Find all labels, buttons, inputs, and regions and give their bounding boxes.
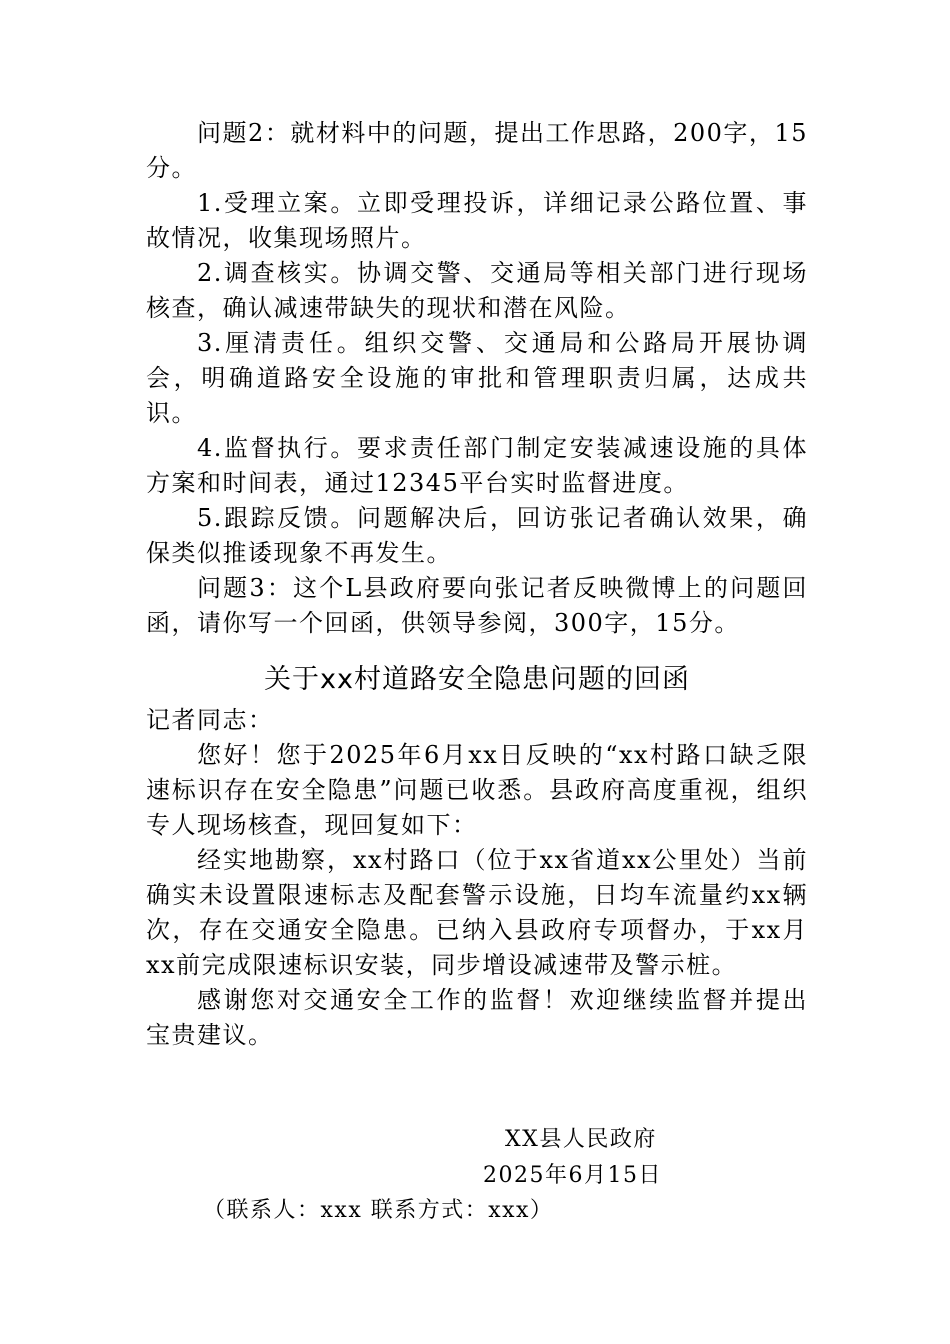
question-2: 问题2：就材料中的问题，提出工作思路，200字，15分。 [146, 119, 808, 182]
letter-paragraph-2: 经实地勘察，xx村路口（位于xx省道xx公里处）当前确实未设置限速标志及配套警示设施，日均车流量约xx辆次，存在交通安全隐患。已纳入县政府专项督办，于xx月xx前完成限速标识安装，同步增设减速带及警示桩。 [146, 846, 808, 979]
q2-item-4: 4.监督执行。要求责任部门制定安装减速设施的具体方案和时间表，通过12345平台实时监督进度。 [146, 434, 808, 497]
q2-item-5: 5.跟踪反馈。问题解决后，回访张记者确认效果，确保类似推诿现象不再发生。 [146, 504, 808, 567]
signature-date: 2025年6月15日 [483, 1163, 662, 1188]
q2-item-1: 1.受理立案。立即受理投诉，详细记录公路位置、事故情况，收集现场照片。 [146, 189, 808, 252]
letter-title: 关于xx村道路安全隐患问题的回函 [264, 664, 690, 695]
letter-salutation: 记者同志： [146, 706, 274, 734]
q2-item-3: 3.厘清责任。组织交警、交通局和公路局开展协调会，明确道路安全设施的审批和管理职责归属，达成共识。 [146, 329, 808, 427]
document-body [146, 116, 808, 1053]
letter-paragraph-1: 您好！您于2025年6月xx日反映的“xx村路口缺乏限速标识存在安全隐患”问题已收悉。县政府高度重视，组织专人现场核查，现回复如下： [146, 741, 808, 839]
contact-line: （联系人：xxx 联系方式：xxx） [203, 1198, 554, 1223]
question-3: 问题3：这个L县政府要向张记者反映微博上的问题回函，请你写一个回函，供领导参阅，300字，15分。 [146, 574, 808, 637]
q2-item-2: 2.调查核实。协调交警、交通局等相关部门进行现场核查，确认减速带缺失的现状和潜在风险。 [146, 259, 808, 322]
signature-org: XX县人民政府 [505, 1127, 657, 1152]
letter-paragraph-3: 感谢您对交通安全工作的监督！欢迎继续监督并提出宝贵建议。 [146, 986, 808, 1049]
